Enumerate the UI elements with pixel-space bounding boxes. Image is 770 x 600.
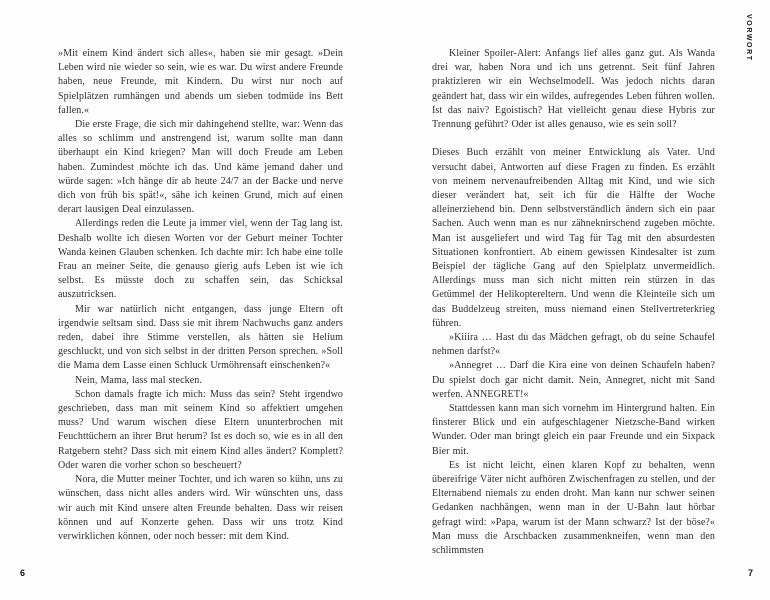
paragraph: Dieses Buch erzählt von meiner Entwicklung als Vater. Und versucht dabei, Antworten auf diese Fragen zu finden. Es erzählt von meinem nervenaufreibenden Alltag mit Kind, und wie sich dieser verändert hat, seit ich für die Hälfte der Woche alleinerziehend bin. Denn selbstverständlich ändern sich ein paar Sachen. Auch wenn man es nur zähneknirschend zugeben möchte. Man ist ausgeliefert und wird Tag für Tag mit den absurdesten Situationen konfrontiert. Ab einem gewissen Kindesalter ist zum Beispiel der tägliche Gang auf den Spielplatz unvermeidlich. Allerdings muss man sich nicht mitten rein stürzen in das Getümmel der Helikoptereltern. Und wenn die Kleinteile sich um das Buddelzeug streiten, muss niemand einen Stellvertreterkrieg führen. — [432, 147, 715, 329]
right-page-number: 7 — [747, 568, 753, 578]
paragraph: Nora, die Mutter meiner Tochter, und ich waren so kühn, uns zu wünschen, dass nicht alles anders wird. Wir wünschten uns, dass wir auch mit Kind unsere alten Freunde behalten. Dass wir reisen können und auf Konzerte gehen. Dass wir uns trotz Kind verwirklichen können, oder noch besser: mit dem Kind. — [58, 474, 343, 542]
paragraph: Stattdessen kann man sich vornehm im Hintergrund halten. Ein finsterer Blick und ein aufgeschlagener Nietzsche-Band wirken Wunder. Oder man bringt gleich ein paar Freunde und ein Sixpack Bier mit. — [432, 403, 715, 457]
paragraph: Mir war natürlich nicht entgangen, dass junge Eltern oft irgendwie seltsam sind. Dass sie mit ihrem Nachwuchs ganz anders reden, dabei ihre Stimme verstellen, als hätten sie Helium geschluckt, und von sich selbst in der dritten Person sprechen. »Soll die Mama dem Lasse einen Schluck Urmöhrensaft einschenken?« — [58, 303, 343, 372]
paragraph: Schon damals fragte ich mich: Muss das sein? Steht irgendwo geschrieben, dass man mit seinem Kind so affektiert umgehen muss? Und warum wischen diese Eltern ununterbrochen mit Feuchttüchern an ihrer Brut herum? Ist es doch so, wie es in all den Ratgebern steht? Dass sich mit einem Kind alles ändert? Komplett? Oder waren die vorher schon so bescheuert? — [58, 388, 343, 471]
paragraph: Die erste Frage, die sich mir dahingehend stellte, war: Wenn das alles so schlimm und anstrengend ist, warum sollte man dann überhaupt ein Kind kriegen? Man will doch Freude am Leben haben. Zumindest möchte ich das. Und käme jemand daher und würde sagen: »Ich hänge dir ab heute 24/7 an der Backe und nerve dich von früh bis spät!«, sähe ich keinen Grund, mich auf einen derart lausigen Deal einzulassen. — [58, 119, 343, 216]
paragraph: »Kiiira … Hast du das Mädchen gefragt, ob du seine Schaufel nehmen darfst?« — [432, 332, 715, 358]
left-page-text-column — [58, 47, 343, 544]
paragraph: Es ist nicht leicht, einen klaren Kopf zu behalten, wenn übereifrige Väter nicht aufhören Zwischenfragen zu stellen, und der Elternabend niemals zu enden droht. Man kann nur schwer seinen Gedanken nachhängen, wenn man in der U-Bahn laut hörbar gefragt wird: »Papa, warum ist der Mann schwarz? Ist der böse?« Man muss die Arschbacken zusammenkneifen, wenn man den schlimmsten — [432, 459, 715, 557]
paragraph: Kleiner Spoiler-Alert: Anfangs lief alles ganz gut. Als Wanda drei war, haben Nora und ich uns getrennt. Seit fünf Jahren praktizieren wir ein Wechselmodell. Was jedoch nichts daran geändert hat, dass wir ein wildes, aufregendes Leben führen wollen. Ist das naiv? Egoistisch? Hat vielleicht genau diese Hybris zur Trennung geführt? Oder ist alles genauso, wie es sein soll? — [432, 48, 715, 131]
paragraph: »Mit einem Kind ändert sich alles«, haben sie mir gesagt. »Dein Leben wird nie wieder so sein, wie es war. Du wirst andere Freunde haben, neue Freunde, mit Kindern. Du wirst nur noch auf Spielplätzen rumhängen und abends um sieben todmüde ins Bett fallen.« — [58, 48, 343, 116]
left-page-number: 6 — [20, 568, 26, 578]
paragraph: Nein, Mama, lass mal stecken. — [75, 374, 202, 386]
paragraph: »Annegret … Darf die Kira eine von deinen Schaufeln haben? Du spielst doch gar nicht damit. Nein, Annegret, nicht mit Sand werfen. ANNEGRET!« — [432, 360, 715, 400]
right-page-text-column — [432, 47, 715, 558]
chapter-label-vorwort: VORWORT — [745, 14, 752, 62]
paragraph: Allerdings reden die Leute ja immer viel, wenn der Tag lang ist. Deshalb wollte ich diesen Worten vor der Geburt meiner Tochter Wanda keinen Glauben schenken. Ich dachte mir: Ich habe eine tolle Frau an meiner Seite, die genauso gierig aufs Leben ist wie ich selbst. Es müsste doch zu schaffen sein, das Schicksal auszutricksen. — [58, 218, 343, 301]
